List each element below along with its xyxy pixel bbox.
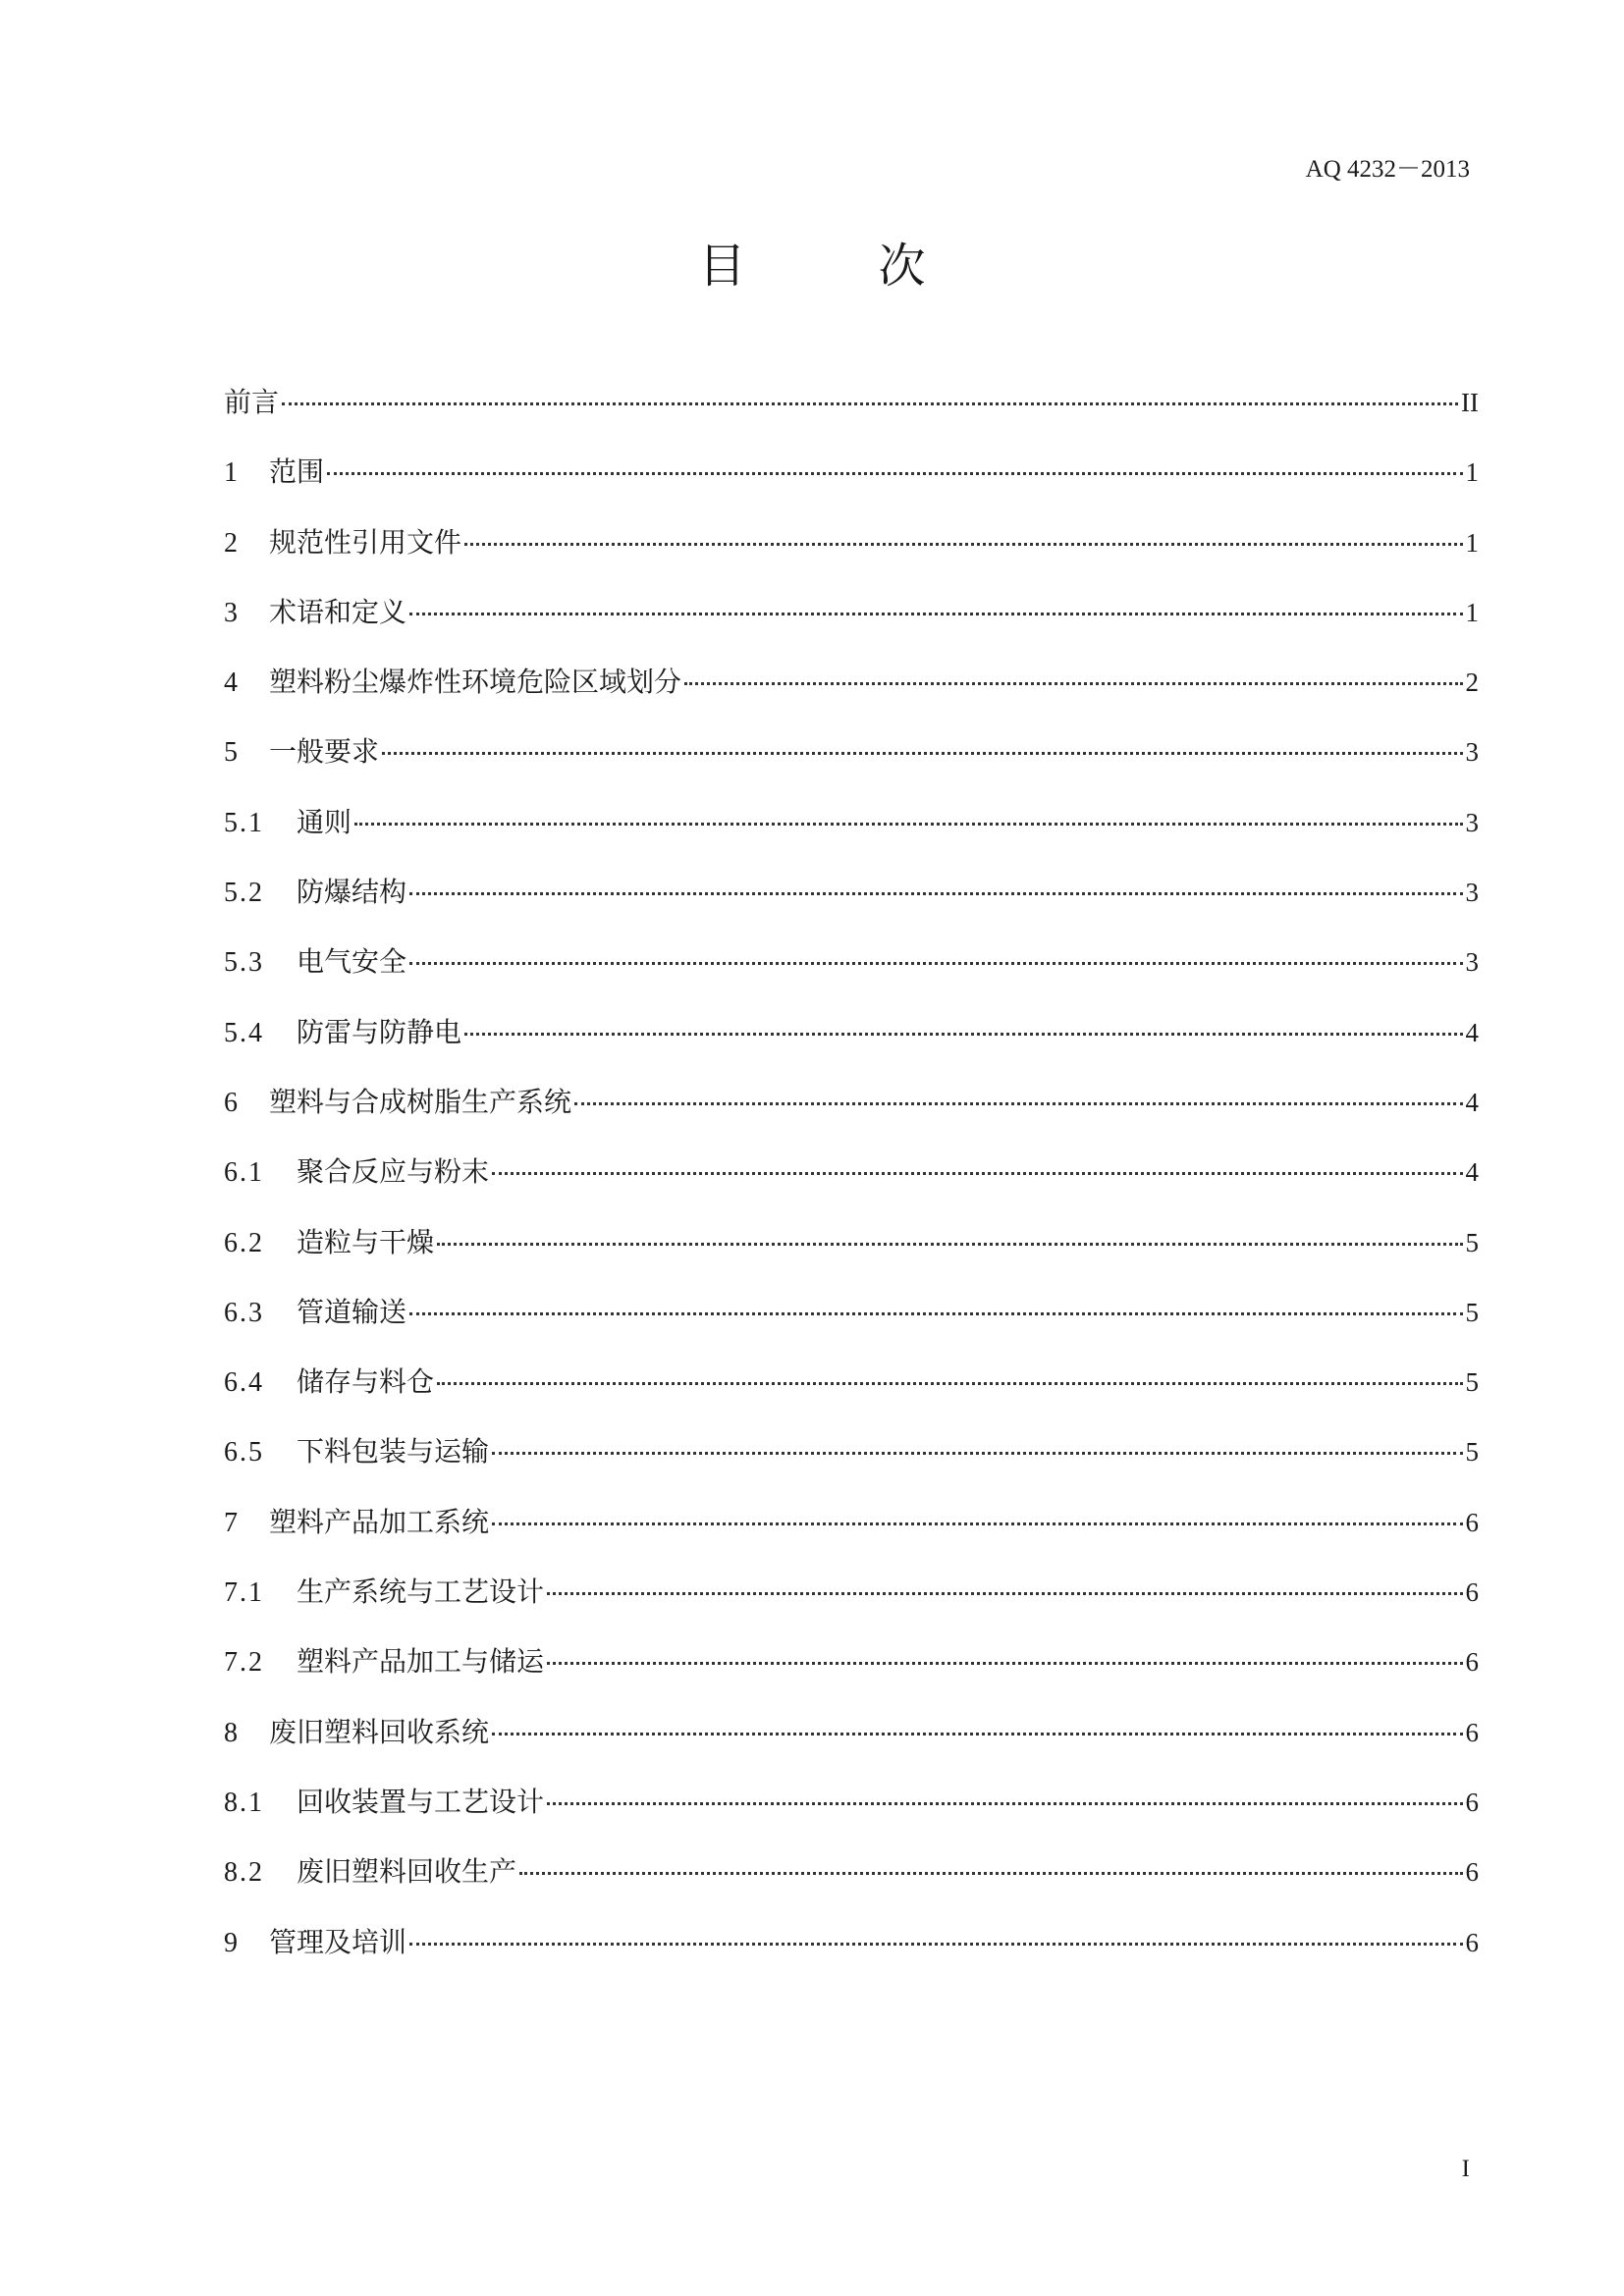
toc-entry[interactable] xyxy=(224,1713,1479,1783)
toc-entry-page: 6 xyxy=(1465,1717,1479,1747)
toc-entry-number: 4 xyxy=(224,667,238,699)
toc-entry-page: 6 xyxy=(1465,1577,1479,1608)
toc-entry-label: 塑料与合成树脂生产系统 xyxy=(269,1085,572,1118)
toc-entry-page: 5 xyxy=(1465,1367,1479,1398)
toc-entry-page: 1 xyxy=(1465,457,1479,488)
toc-leader-dots xyxy=(492,1522,1462,1525)
toc-entry-label: 塑料产品加工与储运 xyxy=(297,1645,545,1679)
toc-leader-dots xyxy=(282,402,1458,405)
toc-leader-dots xyxy=(382,752,1462,755)
toc-entry[interactable] xyxy=(224,873,1479,942)
toc-entry-number: 6 xyxy=(224,1087,238,1118)
toc-entry-page: 6 xyxy=(1465,1927,1479,1957)
toc-leader-dots xyxy=(492,1452,1462,1455)
toc-entry-number: 6.2 xyxy=(224,1227,264,1258)
toc-entry[interactable] xyxy=(224,1223,1479,1293)
toc-leader-dots xyxy=(547,1802,1462,1805)
toc-entry-label: 前言 xyxy=(224,386,280,418)
toc-entry-number: 5 xyxy=(224,737,238,769)
page-title xyxy=(0,228,1624,295)
toc-entry-label: 电气安全 xyxy=(297,945,407,979)
toc-entry-label: 防爆结构 xyxy=(297,876,407,909)
toc-leader-dots xyxy=(437,1243,1462,1246)
toc-leader-dots xyxy=(464,1033,1462,1036)
toc-entry-page: 4 xyxy=(1465,1017,1479,1047)
toc-entry-page: 4 xyxy=(1465,1087,1479,1117)
toc-entry-page: 2 xyxy=(1465,667,1479,698)
toc-entry-page: 6 xyxy=(1465,1857,1479,1888)
toc-entry[interactable] xyxy=(224,1013,1479,1083)
toc-entry-number: 7 xyxy=(224,1507,238,1538)
toc-entry-page: 6 xyxy=(1465,1507,1479,1537)
toc-entry-number: 6.3 xyxy=(224,1297,264,1328)
toc-entry-number: 3 xyxy=(224,597,238,628)
toc-entry[interactable] xyxy=(224,1152,1479,1222)
toc-entry-number: 8.2 xyxy=(224,1857,264,1889)
toc-entry-label: 下料包装与运输 xyxy=(297,1435,490,1468)
toc-entry[interactable] xyxy=(224,1573,1479,1642)
toc-entry[interactable] xyxy=(224,732,1479,802)
toc-entry-page: 3 xyxy=(1465,878,1479,908)
toc-leader-dots xyxy=(547,1592,1462,1595)
toc-entry[interactable] xyxy=(224,1083,1479,1152)
toc-entry-label: 范围 xyxy=(269,455,325,489)
toc-entry-number: 8.1 xyxy=(224,1787,264,1818)
toc-entry-label: 术语和定义 xyxy=(269,595,407,628)
toc-entry[interactable] xyxy=(224,593,1479,663)
toc-entry-label: 废旧塑料回收生产 xyxy=(297,1855,517,1889)
toc-leader-dots xyxy=(464,543,1462,546)
toc-entry-number: 5.3 xyxy=(224,947,264,979)
toc-entry-number: 8 xyxy=(224,1717,238,1748)
toc-leader-dots xyxy=(492,1733,1462,1735)
toc-entry-label: 管道输送 xyxy=(297,1295,407,1328)
toc-entry-number: 5.4 xyxy=(224,1017,264,1048)
toc-entry-page: 1 xyxy=(1465,597,1479,627)
toc-entry-number: 2 xyxy=(224,527,238,559)
toc-entry-label: 塑料粉尘爆炸性环境危险区域划分 xyxy=(269,666,682,699)
toc-entry[interactable] xyxy=(224,1432,1479,1502)
page-number: I xyxy=(1461,2156,1470,2182)
toc-entry-label: 废旧塑料回收系统 xyxy=(269,1715,490,1748)
toc-entry[interactable] xyxy=(224,1362,1479,1432)
toc-entry[interactable] xyxy=(224,803,1479,873)
toc-entry-number: 6.4 xyxy=(224,1367,264,1399)
toc-entry-label: 塑料产品加工系统 xyxy=(269,1505,490,1538)
toc-entry-page: 3 xyxy=(1465,947,1479,978)
toc-entry-label: 通则 xyxy=(297,805,352,838)
toc-entry-page: 3 xyxy=(1465,737,1479,768)
toc-entry-number: 5.2 xyxy=(224,878,264,909)
toc-entry-page: 6 xyxy=(1465,1787,1479,1817)
toc-leader-dots xyxy=(327,472,1462,475)
toc-entry-label: 生产系统与工艺设计 xyxy=(297,1575,545,1609)
toc-entry-number: 5.1 xyxy=(224,807,264,838)
toc-entry[interactable] xyxy=(224,1852,1479,1922)
toc-entry[interactable] xyxy=(224,523,1479,593)
title-char-2: 次 xyxy=(878,239,926,294)
toc-entry-label: 管理及培训 xyxy=(269,1925,407,1958)
toc-entry-page: 5 xyxy=(1465,1437,1479,1468)
toc-entry-label: 一般要求 xyxy=(269,735,380,769)
toc-entry[interactable] xyxy=(224,1293,1479,1362)
toc-entry-page: II xyxy=(1461,388,1479,417)
toc-entry-page: 5 xyxy=(1465,1227,1479,1257)
toc-entry[interactable] xyxy=(224,1783,1479,1852)
toc-leader-dots xyxy=(409,962,1462,965)
title-char-1: 目 xyxy=(698,239,746,294)
toc-entry-number: 7.2 xyxy=(224,1647,264,1679)
toc-entry-number: 7.1 xyxy=(224,1577,264,1609)
toc-entry[interactable] xyxy=(224,1503,1479,1573)
toc-leader-dots xyxy=(547,1662,1462,1665)
toc-entry-label: 防雷与防静电 xyxy=(297,1015,462,1048)
toc-entry-label: 规范性引用文件 xyxy=(269,525,462,559)
toc-leader-dots xyxy=(409,892,1462,895)
toc-entry[interactable] xyxy=(224,383,1479,453)
toc-leader-dots xyxy=(574,1102,1462,1105)
toc-entry[interactable] xyxy=(224,453,1479,522)
toc-entry-label: 回收装置与工艺设计 xyxy=(297,1785,545,1818)
toc-leader-dots xyxy=(492,1172,1462,1175)
toc-entry[interactable] xyxy=(224,663,1479,732)
toc-entry-number: 6.1 xyxy=(224,1157,264,1189)
toc-entry[interactable] xyxy=(224,1923,1479,1993)
toc-leader-dots xyxy=(437,1382,1462,1385)
toc-leader-dots xyxy=(684,682,1462,685)
toc-entry-label: 造粒与干燥 xyxy=(297,1225,435,1258)
toc-entry-label: 聚合反应与粉末 xyxy=(297,1155,490,1189)
toc-leader-dots xyxy=(354,823,1462,826)
toc-entry-number: 9 xyxy=(224,1927,238,1958)
toc-entry-label: 储存与料仓 xyxy=(297,1365,435,1399)
document-code: AQ 4232－2013 xyxy=(1305,156,1470,183)
toc-entry-page: 3 xyxy=(1465,807,1479,837)
toc-leader-dots xyxy=(409,613,1462,615)
toc-leader-dots xyxy=(409,1943,1462,1946)
toc-entry-page: 6 xyxy=(1465,1647,1479,1678)
toc-entry[interactable] xyxy=(224,1642,1479,1712)
toc-leader-dots xyxy=(409,1312,1462,1315)
toc-entry-page: 4 xyxy=(1465,1157,1479,1188)
toc-entry-page: 5 xyxy=(1465,1297,1479,1327)
toc-entry-page: 1 xyxy=(1465,527,1479,558)
toc-entry-number: 1 xyxy=(224,457,238,489)
toc-entry-number: 6.5 xyxy=(224,1437,264,1468)
toc-leader-dots xyxy=(519,1872,1462,1875)
toc-entry[interactable] xyxy=(224,942,1479,1012)
table-of-contents xyxy=(224,383,1479,1993)
